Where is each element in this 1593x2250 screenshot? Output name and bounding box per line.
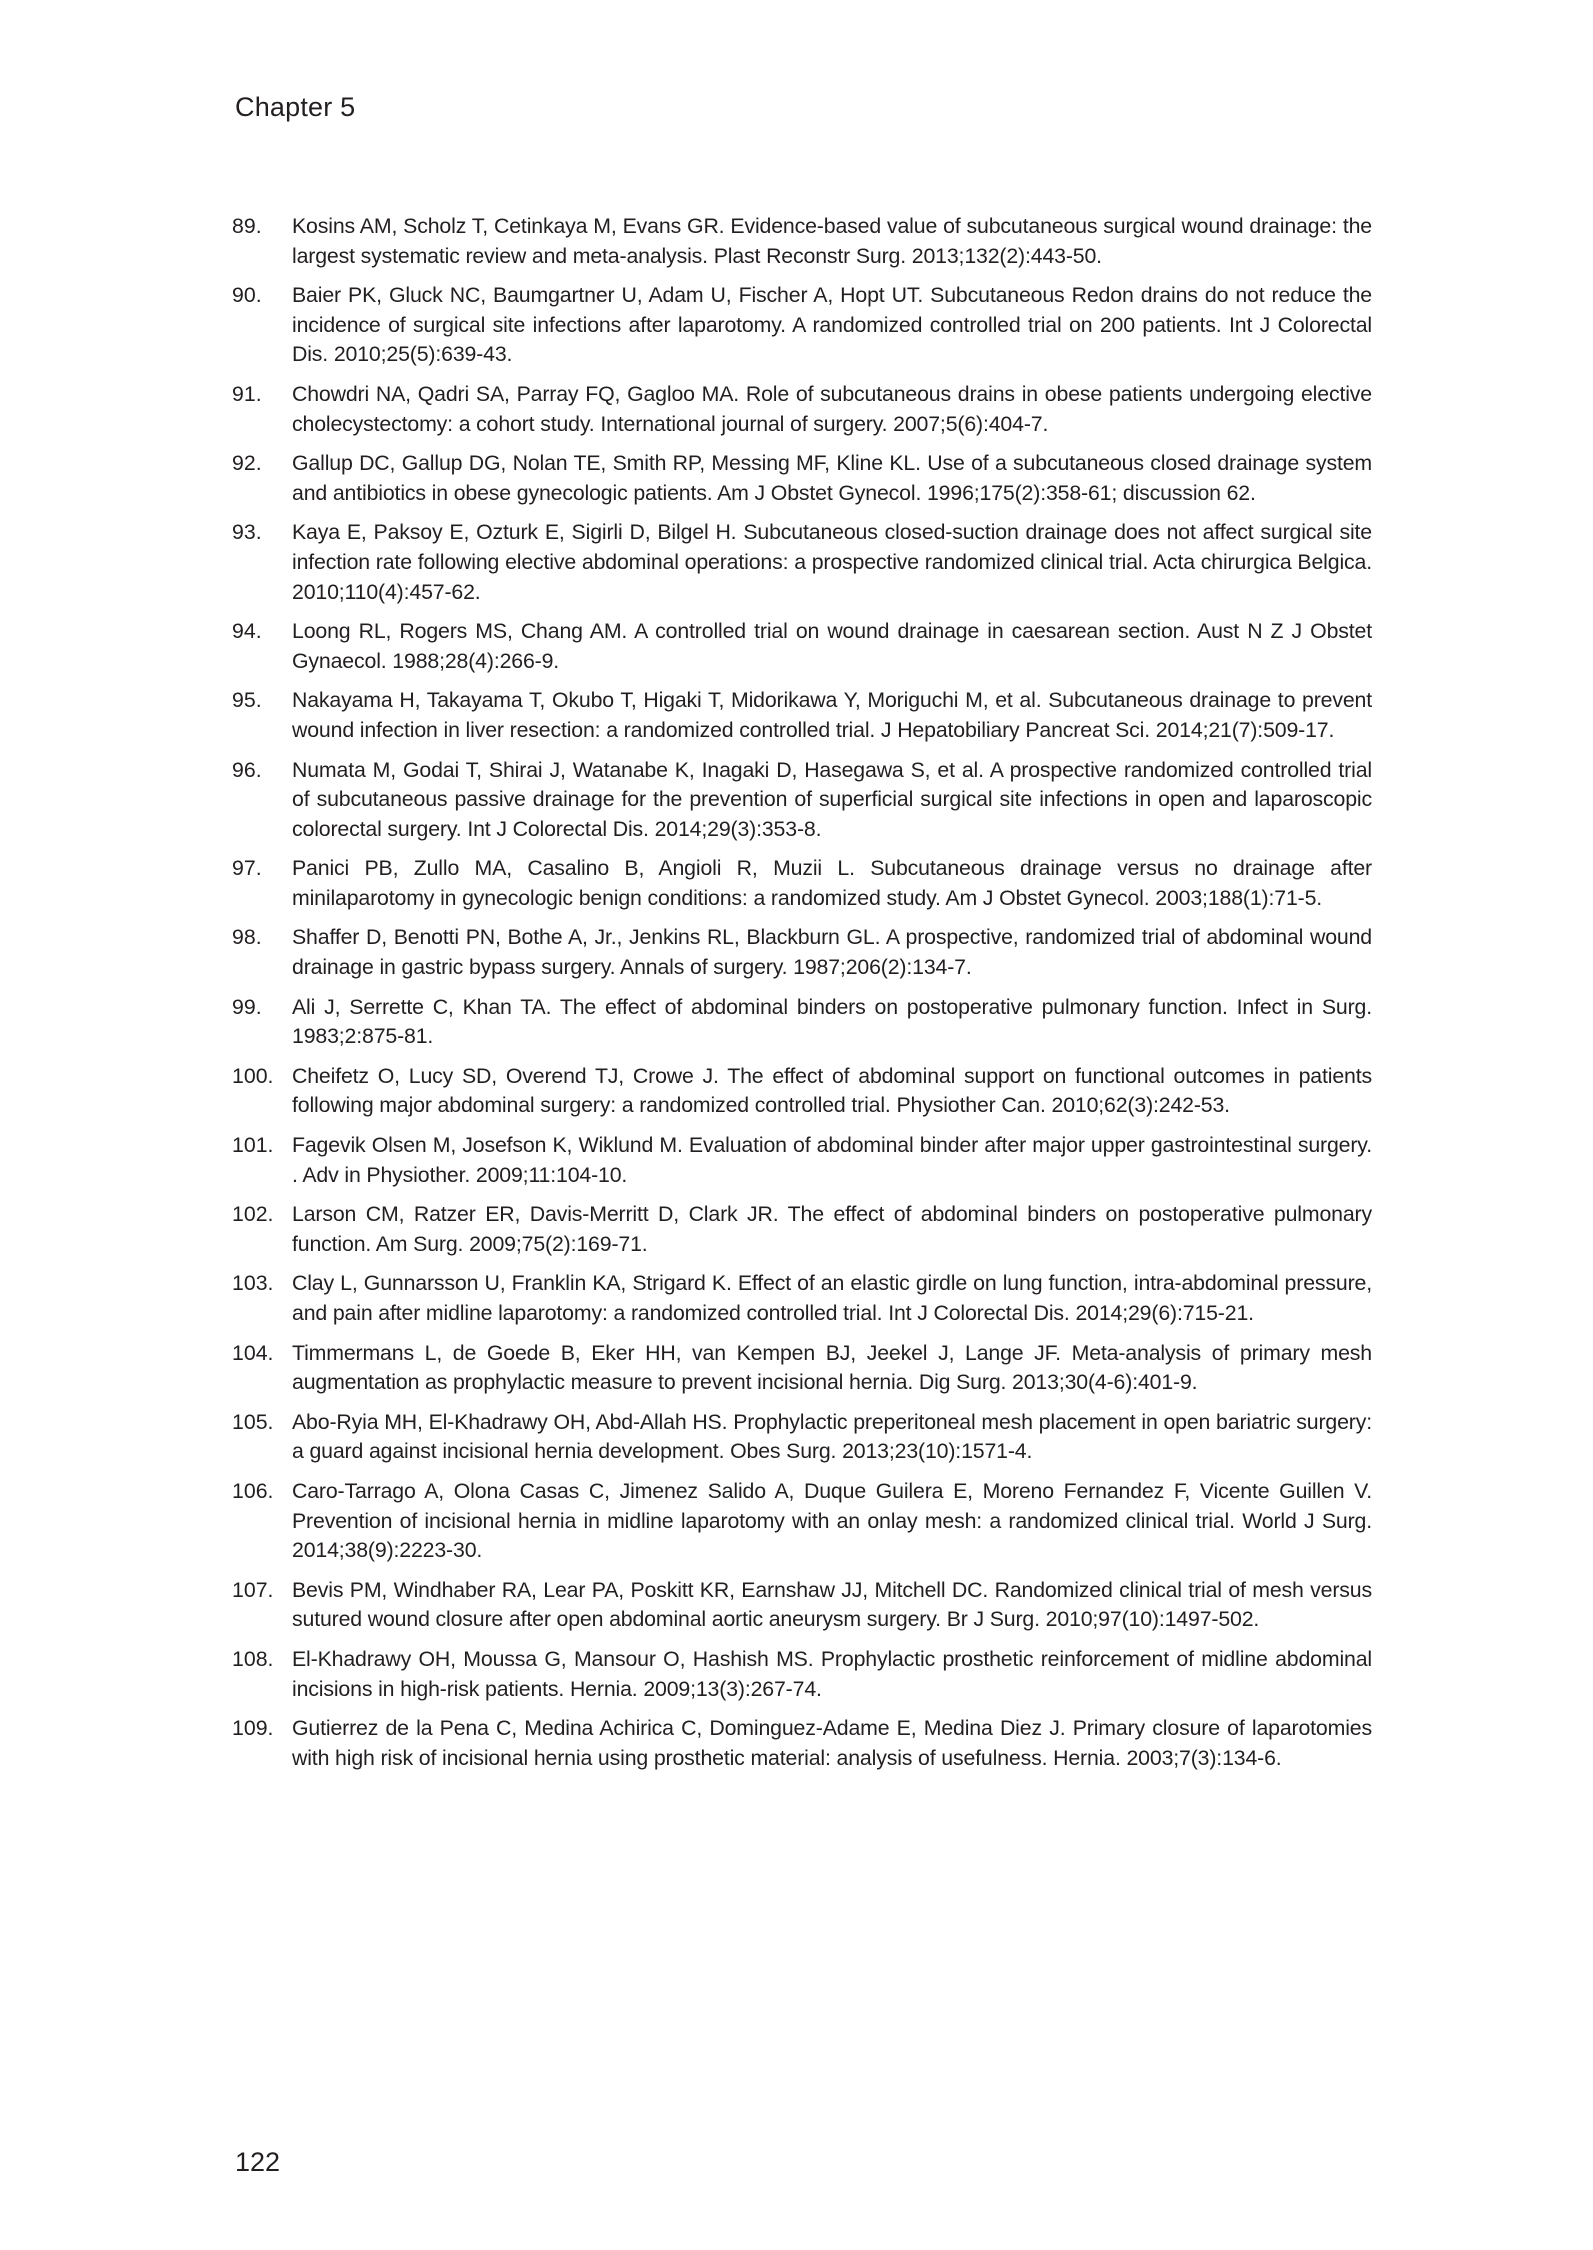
reference-number: 98. [232,925,262,950]
reference-item [232,617,1372,676]
reference-text: Clay L, Gunnarsson U, Franklin KA, Strigard K. Effect of an elastic girdle on lung function, intra-abdominal pressure, and pain after midline laparotomy: a randomized controlled trial. Int J Colorectal Dis. 2014;29(6):715-21. [292,1271,1372,1325]
reference-text: Gallup DC, Gallup DG, Nolan TE, Smith RP, Messing MF, Kline KL. Use of a subcutaneous closed drainage system and antibiotics in obese gynecologic patients. Am J Obstet Gynecol. 1996;175(2):358-61; discussion 62. [292,451,1372,505]
reference-number: 101. [232,1133,274,1158]
reference-item [232,1576,1372,1635]
reference-text: Caro-Tarrago A, Olona Casas C, Jimenez Salido A, Duque Guilera E, Moreno Fernandez F, Vicente Guillen V. Prevention of incisional hernia in midline laparotomy with an onlay mesh: a randomized clinical trial. World J Surg. 2014;38(9):2223-30. [292,1478,1372,1563]
reference-item [232,281,1372,370]
reference-text: Nakayama H, Takayama T, Okubo T, Higaki T, Midorikawa Y, Moriguchi M, et al. Subcutaneous drainage to prevent wound infection in liver resection: a randomized controlled trial. J Hepatobiliary Pancreat Sci. 2014;21(7):509-17. [292,688,1372,742]
reference-number: 96. [232,757,262,782]
reference-item [232,212,1372,271]
reference-number: 97. [232,856,262,881]
reference-item [232,1200,1372,1259]
reference-item [232,1339,1372,1398]
reference-item [232,1408,1372,1467]
reference-text: Timmermans L, de Goede B, Eker HH, van Kempen BJ, Jeekel J, Lange JF. Meta-analysis of primary mesh augmentation as prophylactic measure to prevent incisional hernia. Dig Surg. 2013;30(4-6):401-9. [292,1340,1372,1395]
reference-number: 89. [232,214,262,238]
reference-item [232,449,1372,508]
reference-item [232,1269,1372,1328]
reference-number: 92. [232,451,262,476]
reference-text: Panici PB, Zullo MA, Casalino B, Angioli R, Muzii L. Subcutaneous drainage versus no drainage after minilaparotomy in gynecologic benign conditions: a randomized study. Am J Obstet Gynecol. 2003;188(1):71-5. [292,856,1372,910]
reference-item [232,923,1372,982]
reference-text: Bevis PM, Windhaber RA, Lear PA, Poskitt KR, Earnshaw JJ, Mitchell DC. Randomized clinical trial of mesh versus sutured wound closure after open abdominal aortic aneurysm surgery. Br J Surg. 2010;97(10):1497-502. [292,1577,1372,1632]
reference-text: Cheifetz O, Lucy SD, Overend TJ, Crowe J. The effect of abdominal support on functional outcomes in patients following major abdominal surgery: a randomized controlled trial. Physiother Can. 2010;62(3):242-53. [292,1063,1372,1118]
reference-number: 107. [232,1577,274,1602]
reference-number: 91. [232,381,262,406]
reference-number: 105. [232,1409,274,1434]
reference-item [232,756,1372,845]
reference-item [232,518,1372,607]
reference-list [232,212,1372,1783]
reference-number: 90. [232,283,262,308]
reference-number: 104. [232,1340,274,1365]
reference-text: Numata M, Godai T, Shirai J, Watanabe K, Inagaki D, Hasegawa S, et al. A prospective randomized controlled trial of subcutaneous passive drainage for the prevention of superficial surgical site infections in open and laparoscopic colorectal surgery. Int J Colorectal Dis. 2014;29(3):353-8. [292,757,1372,841]
reference-text: El-Khadrawy OH, Moussa G, Mansour O, Hashish MS. Prophylactic prosthetic reinforcement of midline abdominal incisions in high-risk patients. Hernia. 2009;13(3):267-74. [292,1646,1372,1701]
reference-text: Baier PK, Gluck NC, Baumgartner U, Adam U, Fischer A, Hopt UT. Subcutaneous Redon drains do not reduce the incidence of surgical site infections after laparotomy. A randomized controlled trial on 200 patients. Int J Colorectal Dis. 2010;25(5):639-43. [292,283,1372,367]
reference-number: 109. [232,1716,274,1741]
chapter-header: Chapter 5 [235,92,356,122]
reference-item [232,1714,1372,1773]
reference-text: Abo-Ryia MH, El-Khadrawy OH, Abd-Allah HS. Prophylactic preperitoneal mesh placement in open bariatric surgery: a guard against incisional hernia development. Obes Surg. 2013;23(10):1571-4. [292,1409,1372,1464]
reference-number: 100. [232,1063,274,1088]
reference-item [232,993,1372,1052]
reference-text: Kosins AM, Scholz T, Cetinkaya M, Evans GR. Evidence-based value of subcutaneous surgical wound drainage: the largest systematic review and meta-analysis. Plast Reconstr Surg. 2013;132(2):443-50. [292,214,1372,268]
reference-number: 93. [232,520,262,545]
reference-number: 103. [232,1271,274,1296]
reference-number: 99. [232,994,262,1019]
reference-text: Gutierrez de la Pena C, Medina Achirica C, Dominguez-Adame E, Medina Diez J. Primary closure of laparotomies with high risk of incisional hernia using prosthetic material: analysis of usefulness. Hernia. 2003;7(3):134-6. [292,1716,1372,1770]
reference-text: Fagevik Olsen M, Josefson K, Wiklund M. Evaluation of abdominal binder after major upper gastrointestinal surgery. . Adv in Physiother. 2009;11:104-10. [292,1133,1372,1187]
reference-text: Kaya E, Paksoy E, Ozturk E, Sigirli D, Bilgel H. Subcutaneous closed-suction drainage does not affect surgical site infection rate following elective abdominal operations: a prospective randomized clinical trial. Acta chirurgica Belgica. 2010;110(4):457-62. [292,520,1372,604]
reference-number: 106. [232,1478,274,1503]
reference-text: Shaffer D, Benotti PN, Bothe A, Jr., Jenkins RL, Blackburn GL. A prospective, randomized trial of abdominal wound drainage in gastric bypass surgery. Annals of surgery. 1987;206(2):134-7. [292,925,1372,980]
reference-text: Loong RL, Rogers MS, Chang AM. A controlled trial on wound drainage in caesarean section. Aust N Z J Obstet Gynaecol. 1988;28(4):266-9. [292,619,1372,673]
reference-item [232,854,1372,913]
reference-number: 95. [232,688,262,713]
reference-item [232,1645,1372,1704]
reference-item [232,380,1372,439]
reference-number: 102. [232,1202,274,1227]
reference-item [232,686,1372,745]
reference-text: Chowdri NA, Qadri SA, Parray FQ, Gagloo MA. Role of subcutaneous drains in obese patients undergoing elective cholecystectomy: a cohort study. International journal of surgery. 2007;5(6):404-7. [292,381,1372,436]
reference-text: Larson CM, Ratzer ER, Davis-Merritt D, Clark JR. The effect of abdominal binders on postoperative pulmonary function. Am Surg. 2009;75(2):169-71. [292,1202,1372,1256]
reference-text: Ali J, Serrette C, Khan TA. The effect of abdominal binders on postoperative pulmonary function. Infect in Surg. 1983;2:875-81. [292,994,1372,1049]
reference-item [232,1477,1372,1566]
reference-number: 108. [232,1646,274,1671]
reference-item [232,1062,1372,1121]
page-number: 122 [235,2147,281,2177]
reference-number: 94. [232,619,262,644]
reference-item [232,1131,1372,1190]
